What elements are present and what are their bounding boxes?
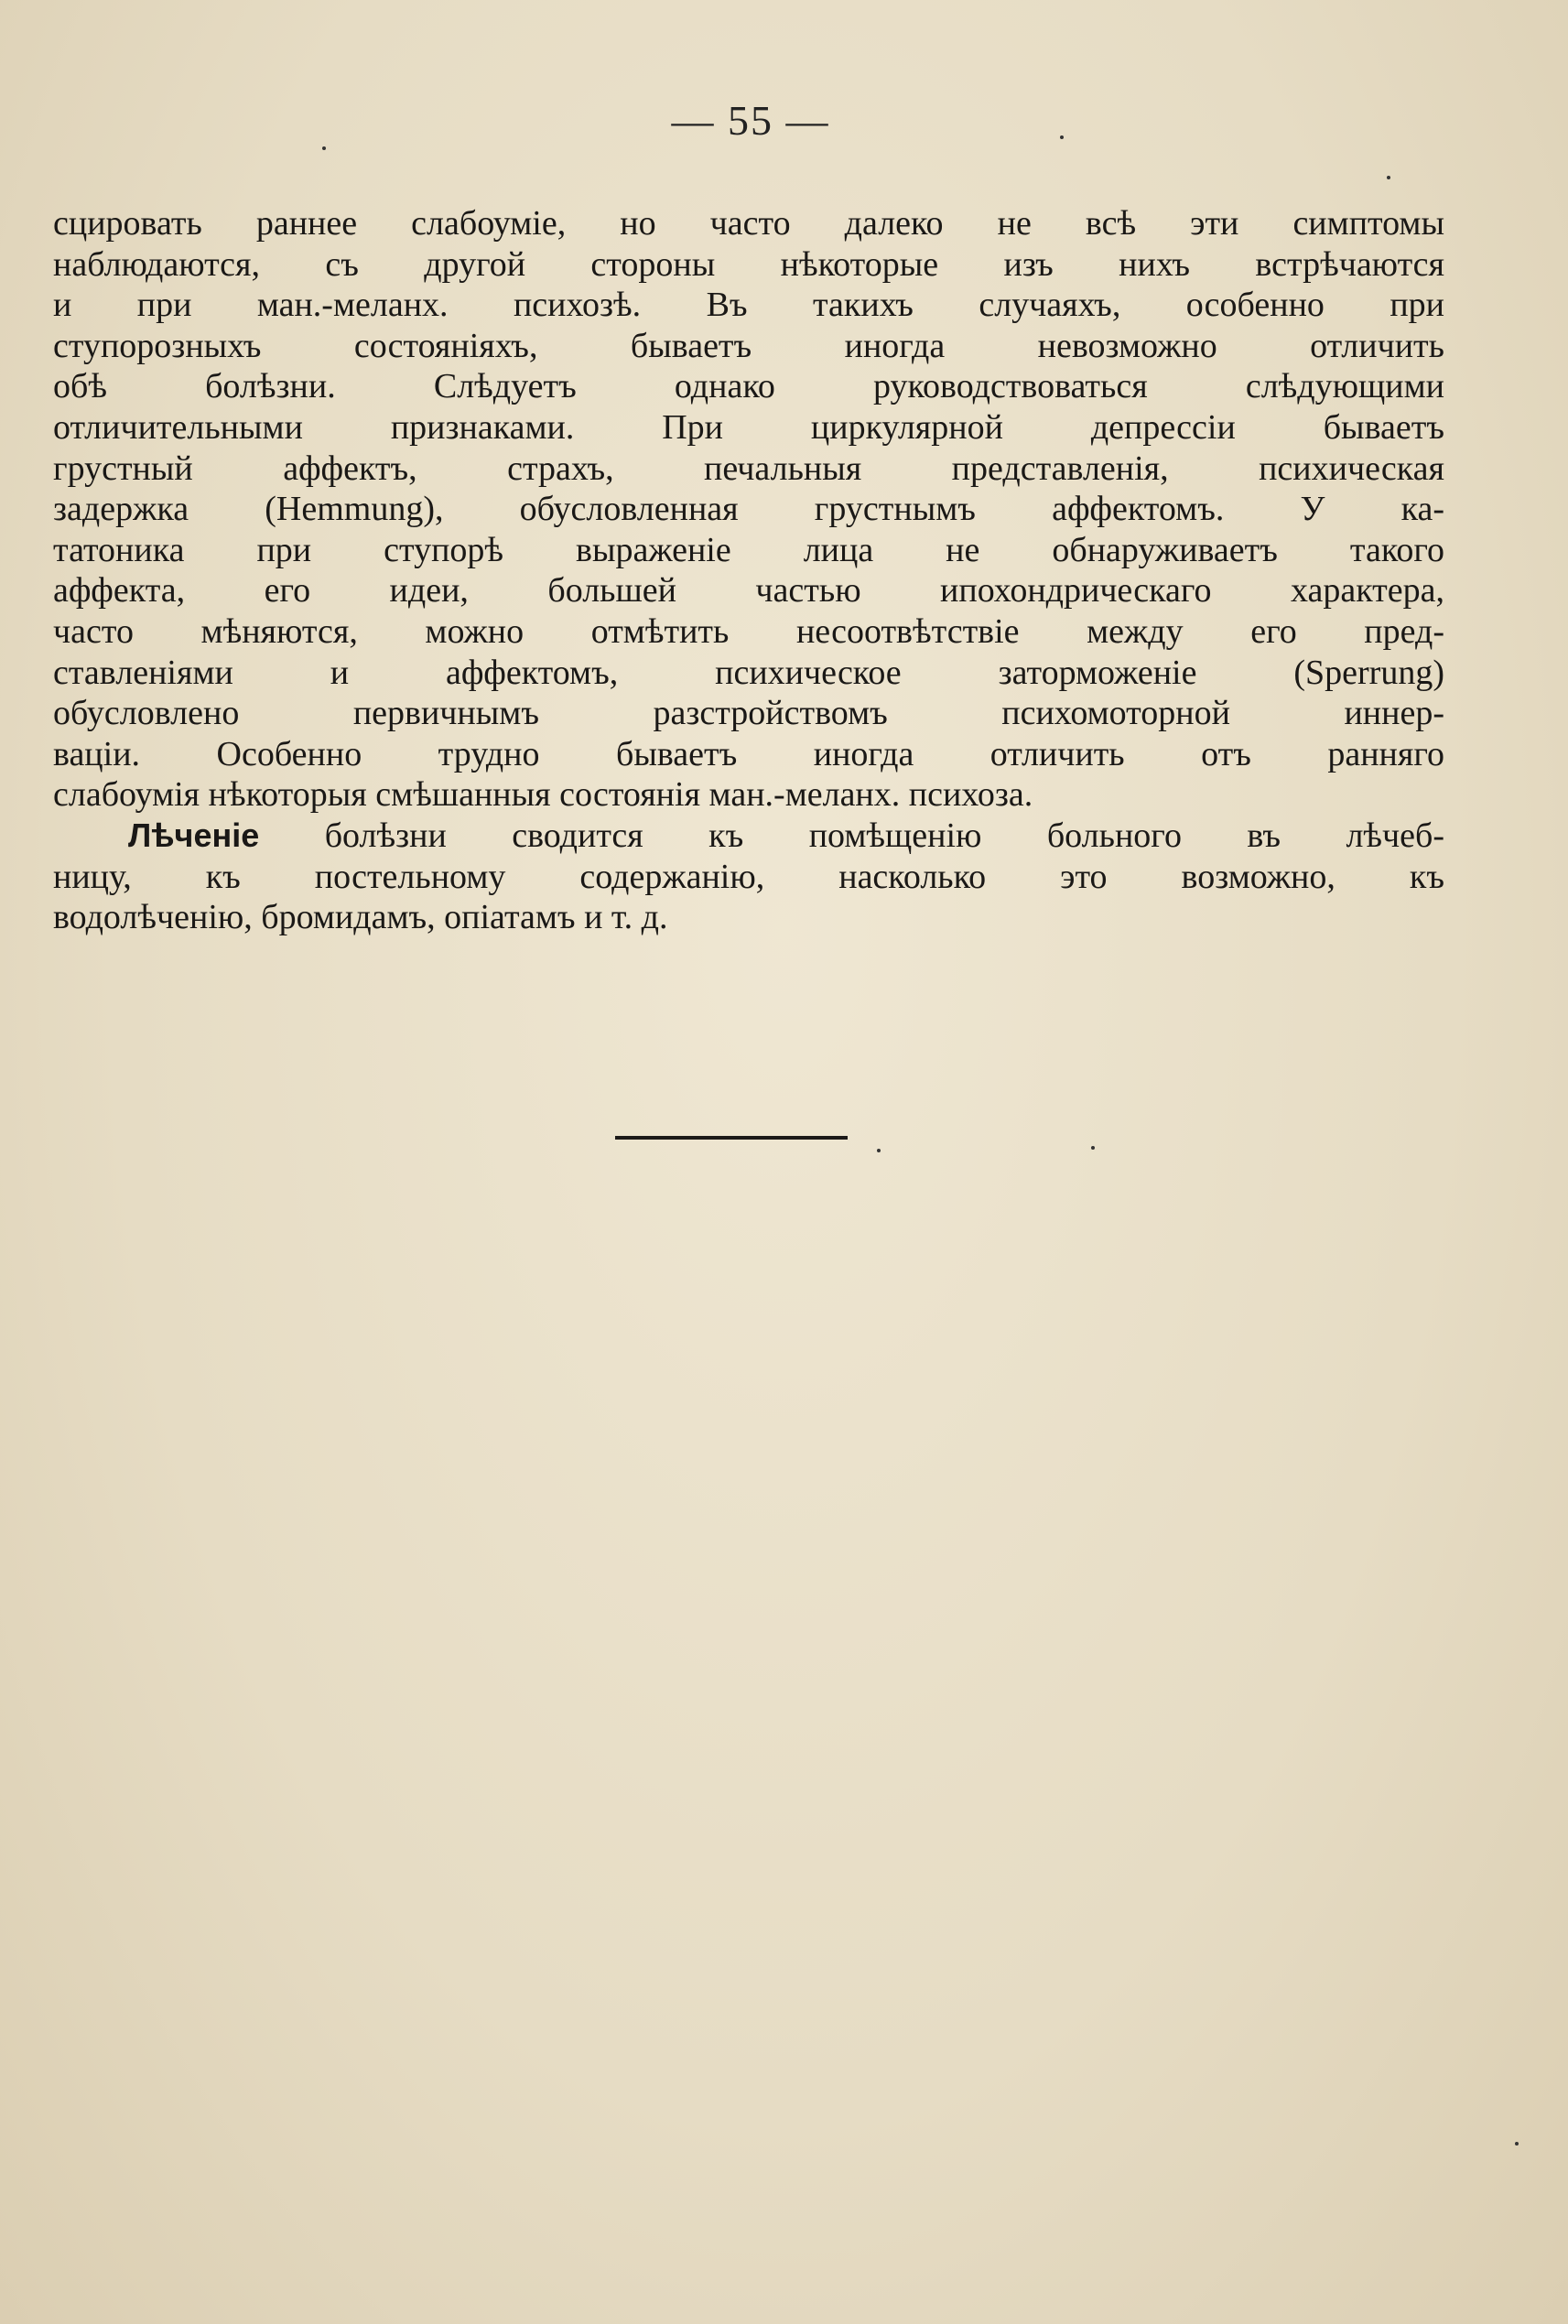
- paper-speck: [1091, 1146, 1095, 1150]
- text-line: обусловлено первичнымъ разстройствомъ психомоторной иннер-: [53, 694, 1444, 733]
- paper-speck: [1387, 176, 1390, 179]
- text-line: часто мѣняются, можно отмѣтить несоотвѣтствiе между его пред-: [53, 611, 1444, 651]
- text-line: наблюдаются, съ другой стороны нѣкоторые изъ нихъ встрѣчаются: [53, 244, 1444, 284]
- section-divider: [615, 1136, 848, 1140]
- treatment-term: Лѣченiе: [128, 816, 260, 854]
- paragraph-treatment: [53, 816, 1444, 938]
- text-line: и при ман.-меланх. психозѣ. Въ такихъ случаяхъ, особенно при: [53, 286, 1444, 325]
- text-line: водолѣченiю, бромидамъ, опiатамъ и т. д.: [53, 898, 668, 937]
- text-line: слабоумiя нѣкоторыя смѣшанныя состоянiя ман.-меланх. психоза.: [53, 775, 1033, 815]
- text-line: вацiи. Особенно трудно бываетъ иногда отличить отъ ранняго: [53, 734, 1444, 773]
- paragraph-differential-diagnosis: [53, 203, 1444, 816]
- text-line: сцировать раннее слабоумiе, но часто далеко не всѣ эти симптомы: [53, 204, 1444, 243]
- text-line: задержка (Hemmung), обусловленная грустнымъ аффектомъ. У ка-: [53, 490, 1444, 529]
- text-line: грустный аффектъ, страхъ, печальныя представленiя, психическая: [53, 449, 1444, 488]
- text-line: ницу, къ постельному содержанiю, насколько это возможно, къ: [53, 857, 1444, 896]
- body-text: [53, 203, 1444, 938]
- page-number: — 55 —: [671, 97, 830, 144]
- paper-speck: [877, 1149, 881, 1152]
- text-line: ставленiями и аффектомъ, психическое заторможенiе (Sperrung): [53, 653, 1444, 692]
- text-fragment: болѣзни сводится къ помѣщенiю больного въ лѣчеб-: [324, 816, 1444, 855]
- text-line: обѣ болѣзни. Слѣдуетъ однако руководствоваться слѣдующими: [53, 367, 1444, 406]
- text-line: отличительными признаками. При циркулярной депрессiи бываетъ: [53, 407, 1444, 447]
- text-line: [53, 816, 1444, 857]
- text-line: татоника при ступорѣ выраженiе лица не обнаруживаетъ такого: [53, 530, 1444, 569]
- paper-speck: [1060, 135, 1064, 139]
- text-line: ступорозныхъ состоянiяхъ, бываетъ иногда невозможно отличить: [53, 326, 1444, 365]
- paper-speck: [322, 146, 326, 150]
- text-line: аффекта, его идеи, большей частью ипохондрическаго характера,: [53, 571, 1444, 611]
- paper-speck: [1515, 2142, 1519, 2146]
